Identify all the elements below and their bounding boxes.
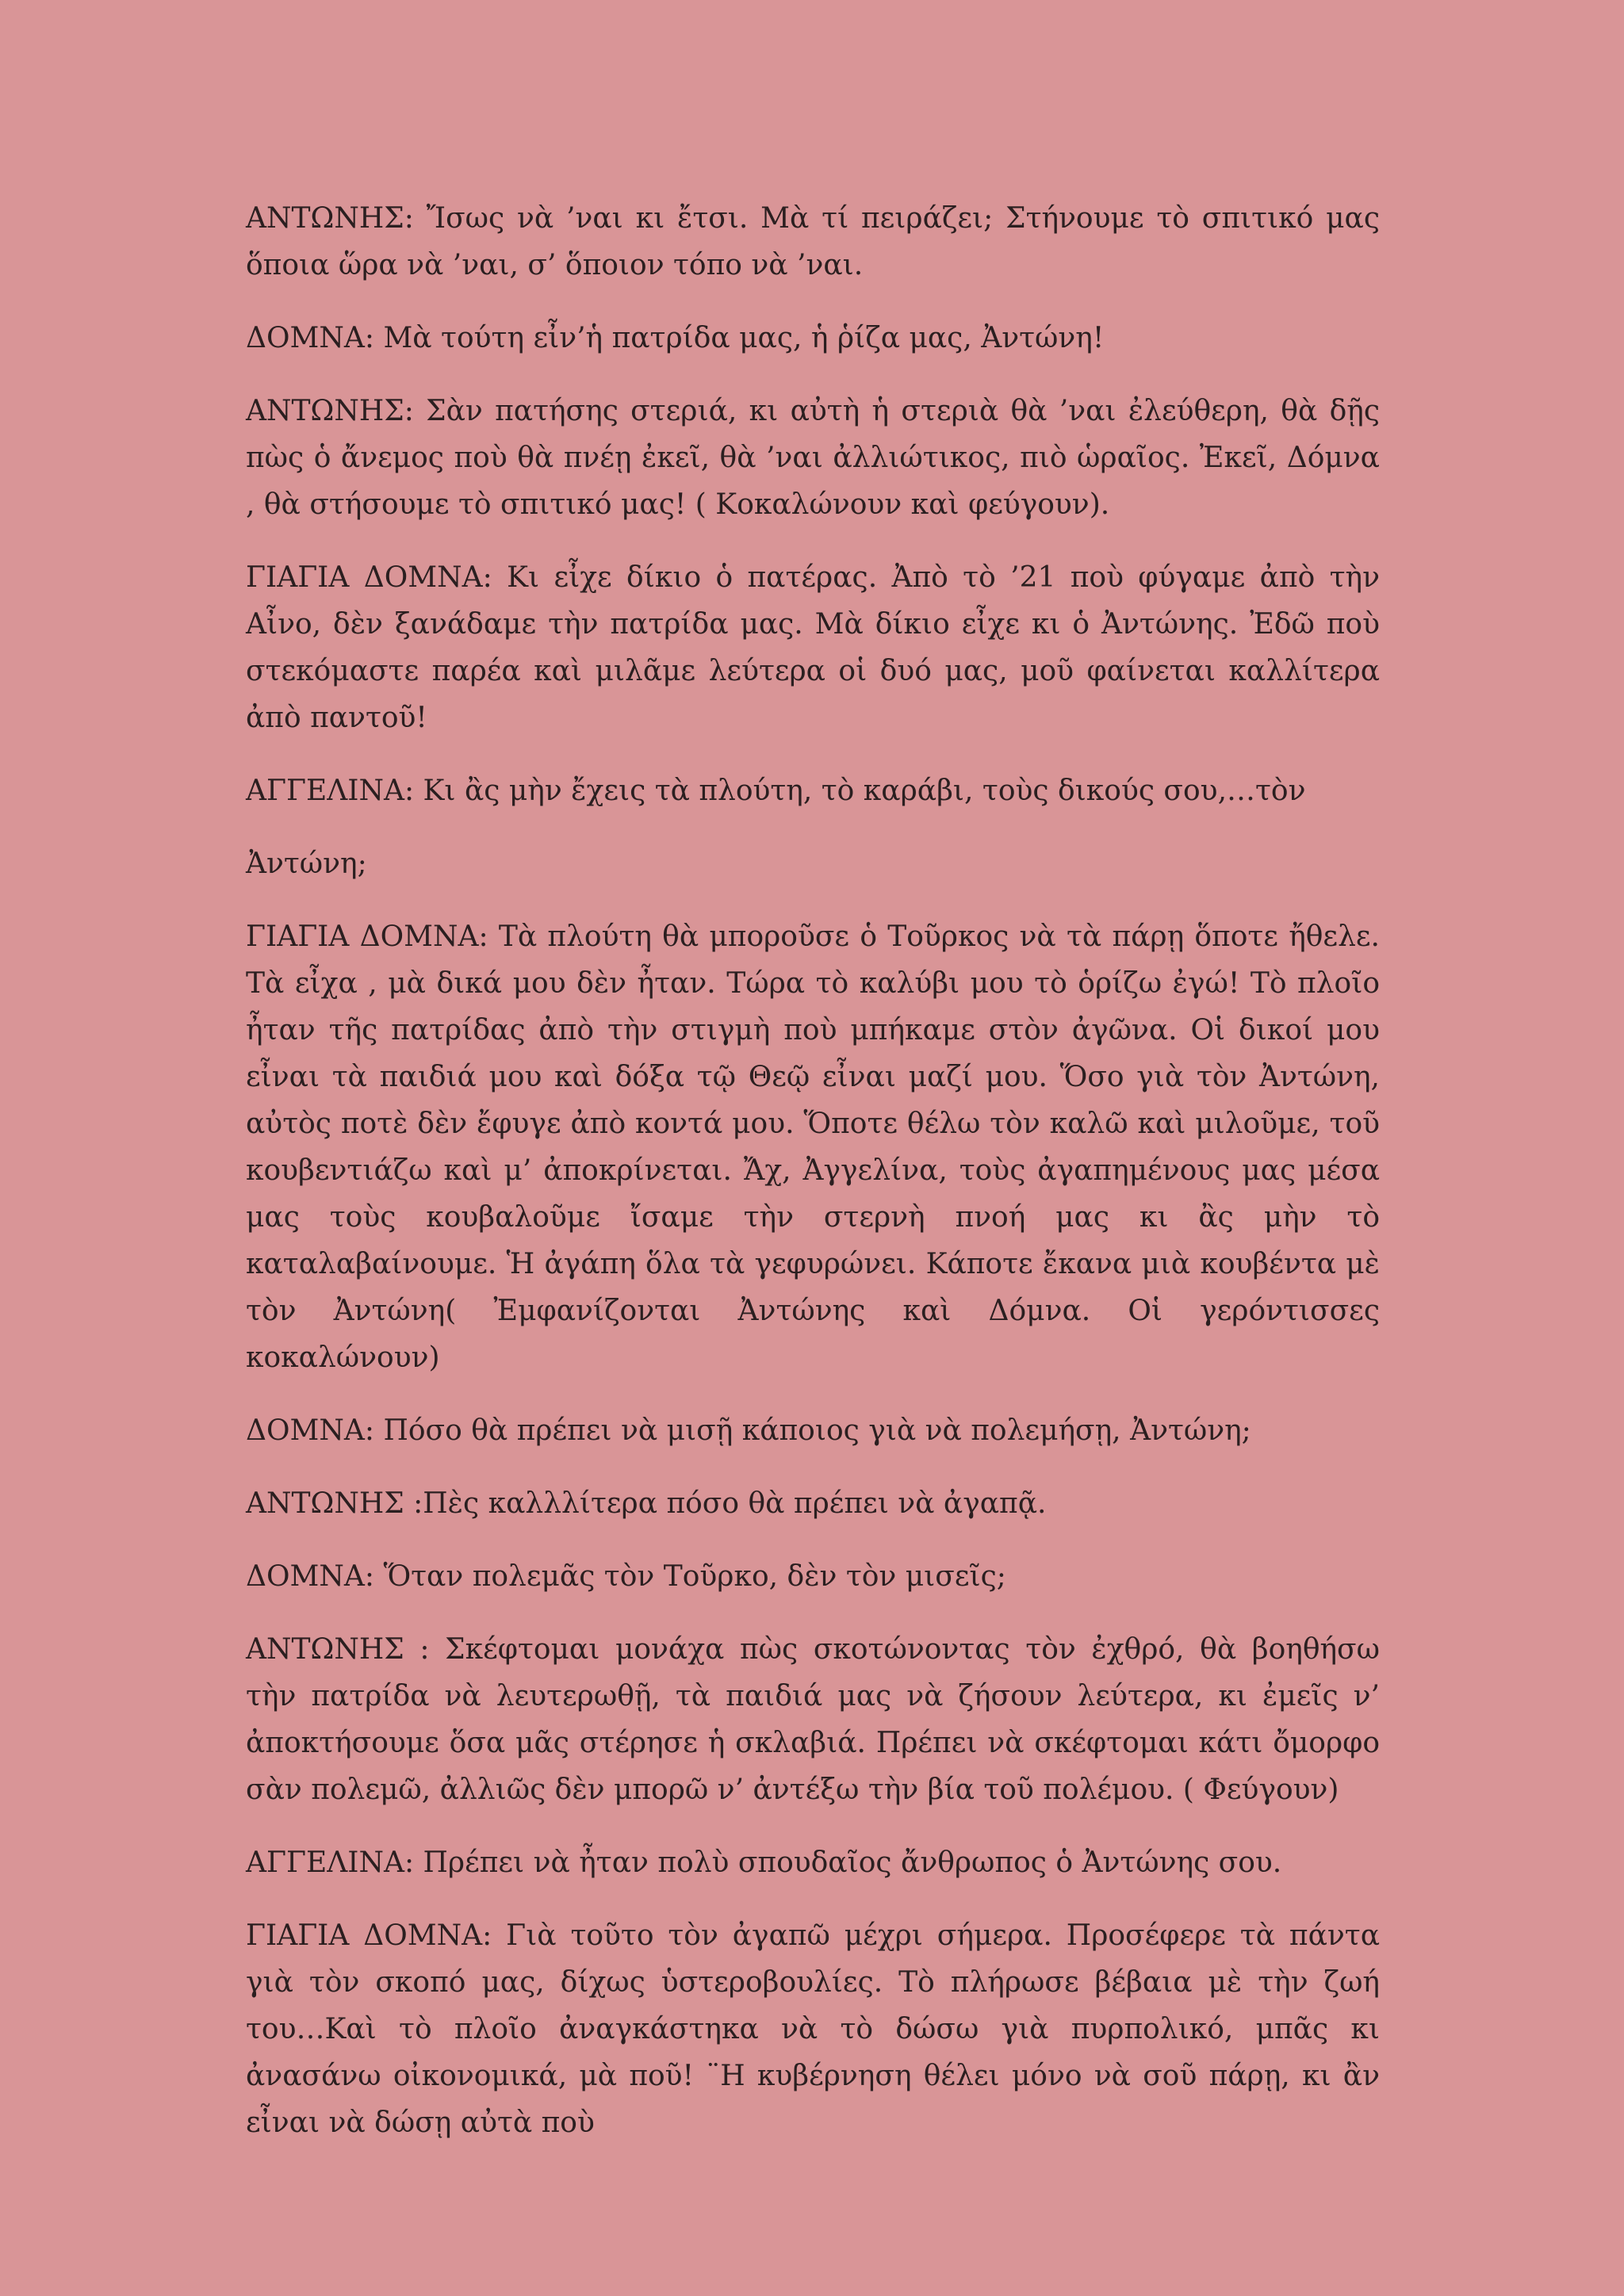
- dialogue-paragraph: ΔΟΜΝΑ: Ὅταν πολεμᾶς τὸν Τοῦρκο, δὲν τὸν μισεῖς;: [246, 1560, 1006, 1593]
- dialogue-paragraph: Ἀντώνη;: [246, 848, 367, 880]
- dialogue-paragraph: ΑΓΓΕΛΙΝΑ: Πρέπει νὰ ἦταν πολὺ σπουδαῖος ἄνθρωπος ὁ Ἀντώνης σου.: [246, 1846, 1282, 1879]
- dialogue-paragraph: ΑΝΤΩΝΗΣ : Σκέφτομαι μονάχα πὼς σκοτώνοντας τὸν ἐχθρό, θὰ βοηθήσω τὴν πατρίδα νὰ λευτερωθῇ, τὰ παιδιά μας νὰ ζήσουν λεύτερα, κι ἐμεῖς ν’ ἀποκτήσουμε ὅσα μᾶς στέρησε ἡ σκλαβιά. Πρέπει νὰ σκέφτομαι κάτι ὄμορφο σὰν πολεμῶ, ἀλλιῶς δὲν μπορῶ ν’ ἀντέξω τὴν βία τοῦ πολέμου. ( Φεύγουν): [246, 1633, 1380, 1806]
- script-page: [246, 195, 1380, 2172]
- dialogue-paragraph: ΑΝΤΩΝΗΣ: Ἴσως νὰ ’ναι κι ἔτσι. Μὰ τί πειράζει; Στήνουμε τὸ σπιτικό μας ὅποια ὥρα νὰ ’ναι, σ’ ὅποιον τόπο νὰ ’ναι.: [246, 202, 1380, 281]
- dialogue-paragraph: ΓΙΑΓΙΑ ΔΟΜΝΑ: Γιὰ τοῦτο τὸν ἀγαπῶ μέχρι σήμερα. Προσέφερε τὰ πάντα γιὰ τὸν σκοπό μας, δίχως ὑστεροβουλίες. Τὸ πλήρωσε βέβαια μὲ τὴν ζωή του…Καὶ τὸ πλοῖο ἀναγκάστηκα νὰ τὸ δώσω γιὰ πυρπολικό, μπᾶς κι ἀνασάνω οἰκονομικά, μὰ ποῦ! ¨Η κυβέρνηση θέλει μόνο νὰ σοῦ πάρῃ, κι ἂν εἶναι νὰ δώσῃ αὐτὰ ποὺ: [246, 1919, 1380, 2139]
- dialogue-paragraph: ΓΙΑΓΙΑ ΔΟΜΝΑ: Κι εἶχε δίκιο ὁ πατέρας. Ἀπὸ τὸ ’21 ποὺ φύγαμε ἀπὸ τὴν Αἶνο, δὲν ξανάδαμε τὴν πατρίδα μας. Μὰ δίκιο εἶχε κι ὁ Ἀντώνης. Ἐδῶ ποὺ στεκόμαστε παρέα καὶ μιλᾶμε λεύτερα οἱ δυό μας, μοῦ φαίνεται καλλίτερα ἀπὸ παντοῦ!: [246, 561, 1380, 734]
- dialogue-paragraph: ΔΟΜΝΑ: Μὰ τούτη εἶν’ἡ πατρίδα μας, ἡ ῥίζα μας, Ἀντώνη!: [246, 322, 1105, 354]
- dialogue-paragraph: ΔΟΜΝΑ: Πόσο θὰ πρέπει νὰ μισῇ κάποιος γιὰ νὰ πολεμήσῃ, Ἀντώνη;: [246, 1414, 1251, 1447]
- dialogue-paragraph: ΓΙΑΓΙΑ ΔΟΜΝΑ: Τὰ πλούτη θὰ μποροῦσε ὁ Τοῦρκος νὰ τὰ πάρῃ ὅποτε ἤθελε. Τὰ εἶχα , μὰ δικά μου δὲν ἦταν. Τώρα τὸ καλύβι μου τὸ ὁρίζω ἐγώ! Τὸ πλοῖο ἦταν τῆς πατρίδας ἀπὸ τὴν στιγμὴ ποὺ μπήκαμε στὸν ἀγῶνα. Οἱ δικοί μου εἶναι τὰ παιδιά μου καὶ δόξα τῷ Θεῷ εἶναι μαζί μου. Ὅσο γιὰ τὸν Ἀντώνη, αὐτὸς ποτὲ δὲν ἔφυγε ἀπὸ κοντά μου. Ὅποτε θέλω τὸν καλῶ καὶ μιλοῦμε, τοῦ κουβεντιάζω καὶ μ’ ἀποκρίνεται. Ἄχ, Ἀγγελίνα, τοὺς ἀγαπημένους μας μέσα μας τοὺς κουβαλοῦμε ἴσαμε τὴν στερνὴ πνοή μας κι ἂς μὴν τὸ καταλαβαίνουμε. Ἡ ἀγάπη ὅλα τὰ γεφυρώνει. Κάποτε ἔκανα μιὰ κουβέντα μὲ τὸν Ἀντώνη( Ἐμφανίζονται Ἀντώνης καὶ Δόμνα. Οἱ γερόντισσες κοκαλώνουν): [246, 920, 1380, 1374]
- dialogue-paragraph: ΑΝΤΩΝΗΣ :Πὲς καλλλίτερα πόσο θὰ πρέπει νὰ ἀγαπᾷ.: [246, 1487, 1047, 1520]
- dialogue-paragraph: ΑΓΓΕΛΙΝΑ: Κι ἂς μὴν ἔχεις τὰ πλούτη, τὸ καράβι, τοὺς δικούς σου,…τὸν: [246, 775, 1306, 807]
- dialogue-paragraph: ΑΝΤΩΝΗΣ: Σὰν πατήσης στεριά, κι αὐτὴ ἡ στεριὰ θὰ ’ναι ἐλεύθερη, θὰ δῇς πὼς ὁ ἄνεμος ποὺ θὰ πνέῃ ἐκεῖ, θὰ ’ναι ἀλλιώτικος, πιὸ ὡραῖος. Ἐκεῖ, Δόμνα , θὰ στήσουμε τὸ σπιτικό μας! ( Κοκαλώνουν καὶ φεύγουν).: [246, 395, 1380, 521]
